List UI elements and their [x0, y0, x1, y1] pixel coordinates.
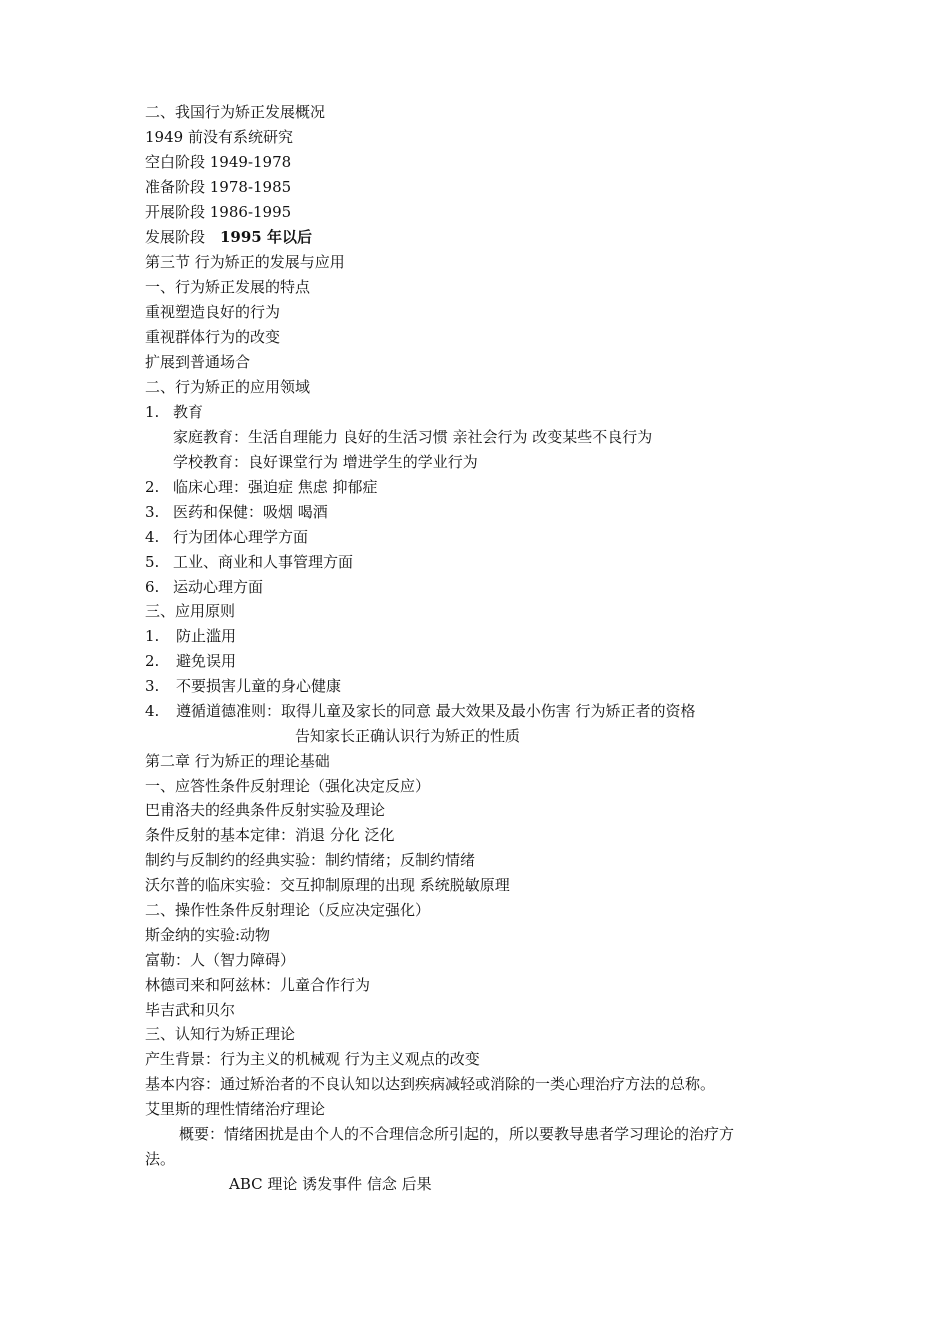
text-line: 产生背景：行为主义的机械观 行为主义观点的改变 [145, 1050, 480, 1068]
text-line: 巴甫洛夫的经典条件反射实验及理论 [145, 801, 386, 819]
list-item: 教育 [173, 403, 204, 421]
list-number: 4. [145, 702, 160, 720]
subheading: 三、认知行为矫正理论 [145, 1025, 296, 1043]
text-line: 开展阶段 1986-1995 [145, 203, 292, 221]
text-line: 毕吉武和贝尔 [145, 1001, 236, 1019]
list-item: 临床心理：强迫症 焦虑 抑郁症 [173, 478, 378, 496]
text-line: ABC 理论 诱发事件 信念 后果 [229, 1175, 432, 1193]
list-item: 遵循道德准则：取得儿童及家长的同意 最大效果及最小伤害 行为矫正者的资格 [176, 702, 696, 720]
list-number: 2. [145, 652, 160, 670]
text-line: 制约与反制约的经典实验：制约情绪；反制约情绪 [145, 851, 476, 869]
list-number: 3. [145, 677, 160, 695]
subheading: 三、应用原则 [145, 602, 236, 620]
list-number: 6. [145, 578, 160, 596]
list-number: 3. [145, 503, 160, 521]
text-line: 重视群体行为的改变 [145, 328, 281, 346]
chapter-heading: 第二章 行为矫正的理论基础 [145, 752, 330, 770]
list-item: 工业、商业和人事管理方面 [173, 553, 354, 571]
list-number: 2. [145, 478, 160, 496]
list-item: 防止滥用 [176, 627, 237, 645]
paragraph-line: 法。 [145, 1150, 176, 1168]
text-line: 斯金纳的实验:动物 [145, 926, 271, 944]
text-line: 基本内容：通过矫治者的不良认知以达到疾病减轻或消除的一类心理治疗方法的总称。 [145, 1075, 716, 1093]
bold-text: 1995 年以后 [220, 228, 312, 246]
text-line: 准备阶段 1978-1985 [145, 178, 292, 196]
list-item: 运动心理方面 [173, 578, 264, 596]
list-item: 行为团体心理学方面 [173, 528, 309, 546]
heading-china-development: 二、我国行为矫正发展概况 [145, 103, 326, 121]
paragraph-line: 概要：情绪困扰是由个人的不合理信念所引起的，所以要教导患者学习理论的治疗方 [179, 1125, 735, 1143]
list-item: 医药和保健：吸烟 喝酒 [173, 503, 328, 521]
list-subitem: 学校教育：良好课堂行为 增进学生的学业行为 [173, 453, 478, 471]
list-number: 4. [145, 528, 160, 546]
subheading: 二、行为矫正的应用领域 [145, 378, 311, 396]
subheading: 二、操作性条件反射理论（反应决定强化） [145, 901, 431, 919]
subheading: 一、行为矫正发展的特点 [145, 278, 311, 296]
text-line: 发展阶段 [145, 228, 206, 246]
text-line: 林德司来和阿兹林：儿童合作行为 [145, 976, 371, 994]
text-line: 沃尔普的临床实验：交互抑制原理的出现 系统脱敏原理 [145, 876, 510, 894]
text-line: 重视塑造良好的行为 [145, 303, 281, 321]
text-line: 1949 前没有系统研究 [145, 128, 293, 146]
list-number: 1. [145, 627, 160, 645]
text-line: 富勒：人（智力障碍） [145, 951, 296, 969]
subheading: 一、应答性条件反射理论（强化决定反应） [145, 777, 431, 795]
list-item: 避免误用 [176, 652, 237, 670]
section-heading: 第三节 行为矫正的发展与应用 [145, 253, 345, 271]
text-line: 扩展到普通场合 [145, 353, 251, 371]
text-line: 艾里斯的理性情绪治疗理论 [145, 1100, 326, 1118]
text-line: 条件反射的基本定律：消退 分化 泛化 [145, 826, 395, 844]
list-number: 1. [145, 403, 160, 421]
list-item-continued: 告知家长正确认识行为矫正的性质 [295, 727, 521, 745]
list-item: 不要损害儿童的身心健康 [176, 677, 342, 695]
list-subitem: 家庭教育：生活自理能力 良好的生活习惯 亲社会行为 改变某些不良行为 [173, 428, 653, 446]
text-line: 空白阶段 1949-1978 [145, 153, 292, 171]
list-number: 5. [145, 553, 160, 571]
